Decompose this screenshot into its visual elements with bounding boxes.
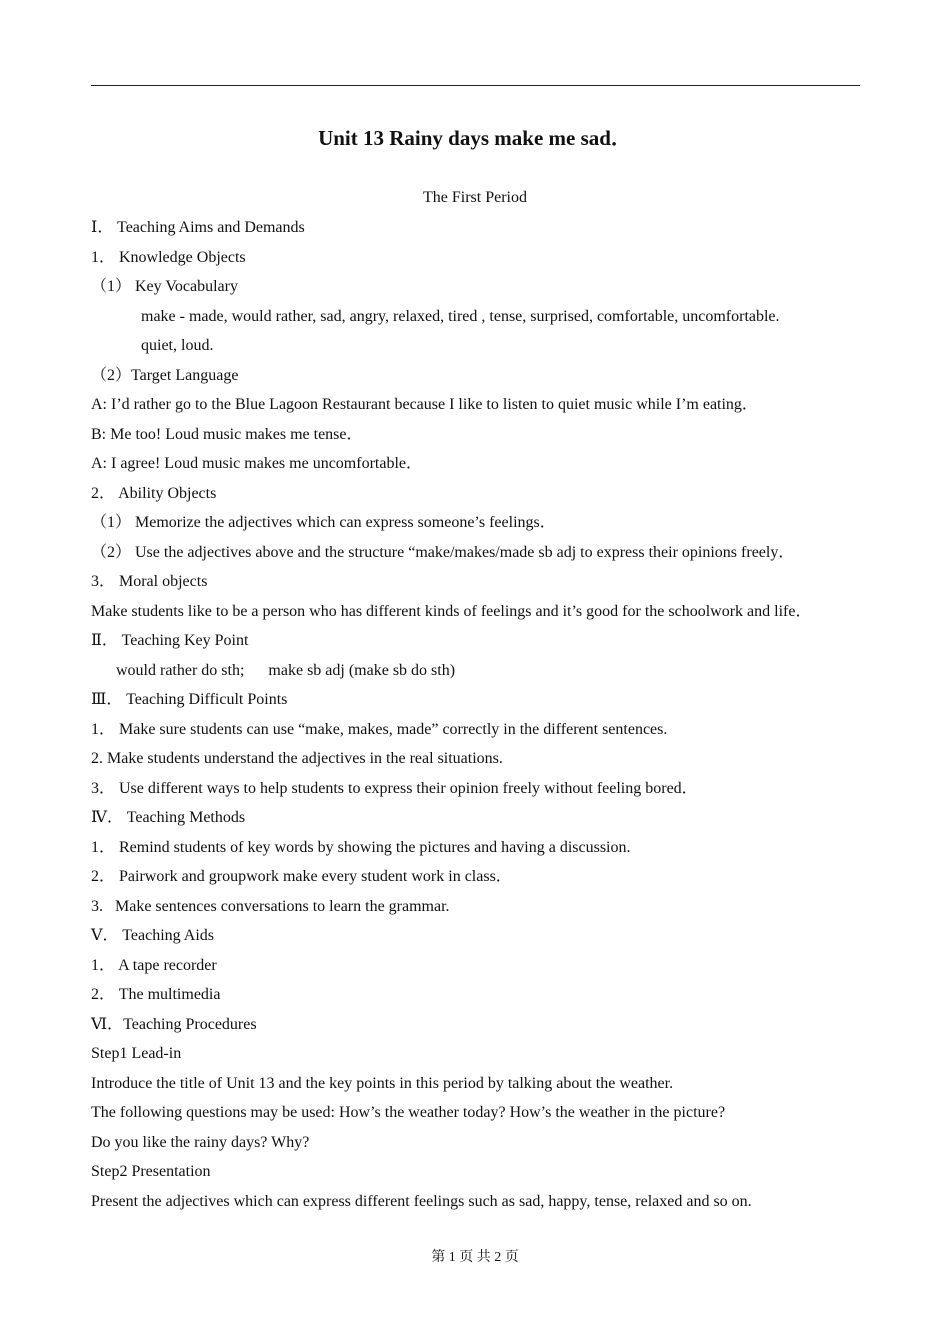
step-heading: Step2 Presentation [91, 1163, 211, 1180]
method-item: 2． Pairwork and groupwork make every student work in class． [91, 868, 512, 885]
header-rule [91, 85, 860, 86]
procedure-text: The following questions may be used: How’s the weather today? How’s the weather in the picture? [91, 1104, 726, 1121]
key-point-text: would rather do sth; make sb adj (make sb do sth) [116, 661, 456, 679]
page-footer: 第 1 页 共 2 页 [431, 1250, 519, 1265]
item-target-language: （2）Target Language [91, 366, 239, 384]
ability-item: （1） Memorize the adjectives which can express someone’s feelings． [91, 514, 556, 531]
procedure-text: Introduce the title of Unit 13 and the key points in this period by talking about the weather. [91, 1074, 674, 1092]
vocabulary-list: make - made, would rather, sad, angry, relaxed, tired , tense, surprised, comfortable, uncomfortable. [141, 307, 780, 325]
difficult-item: 2. Make students understand the adjectives in the real situations. [91, 750, 503, 767]
period-subtitle: The First Period [423, 189, 527, 206]
subheading-ability: 2． Ability Objects [91, 484, 217, 502]
method-item: 3. Make sentences conversations to learn the grammar. [91, 897, 450, 915]
section-heading-key-point: Ⅱ． Teaching Key Point [91, 632, 249, 649]
vocabulary-list-cont: quiet, loud. [141, 337, 214, 354]
section-heading-procedures: Ⅵ．Teaching Procedures [91, 1015, 257, 1033]
moral-text: Make students like to be a person who has different kinds of feelings and it’s good for the schoolwork and life． [91, 602, 812, 620]
section-heading-aids: Ⅴ． Teaching Aids [91, 927, 215, 944]
section-heading-aims: Ⅰ． Teaching Aims and Demands [91, 219, 305, 236]
difficult-item: 1． Make sure students can use “make, makes, made” correctly in the different sentences. [91, 720, 668, 738]
ability-item: （2） Use the adjectives above and the structure “make/makes/made sb adj to express their opinions freely． [91, 543, 795, 561]
dialogue-line: A: I agree! Loud music makes me uncomfortable． [91, 455, 423, 472]
document-body [91, 213, 871, 1216]
item-key-vocabulary: （1） Key Vocabulary [91, 278, 238, 295]
procedure-text: Do you like the rainy days? Why? [91, 1133, 310, 1151]
subheading-moral: 3． Moral objects [91, 573, 208, 590]
section-heading-methods: Ⅳ． Teaching Methods [91, 809, 246, 826]
section-heading-difficult: Ⅲ． Teaching Difficult Points [91, 691, 288, 708]
method-item: 1． Remind students of key words by showing the pictures and having a discussion. [91, 838, 631, 856]
difficult-item: 3． Use different ways to help students to express their opinion freely without feeling bored． [91, 779, 698, 797]
aid-item: 1． A tape recorder [91, 956, 217, 974]
procedure-text: Present the adjectives which can express different feelings such as sad, happy, tense, relaxed and so on. [91, 1192, 752, 1210]
dialogue-line: A: I’d rather go to the Blue Lagoon Restaurant because I like to listen to quiet music while I’m eating． [91, 396, 758, 413]
document-title: Unit 13 Rainy days make me sad． [318, 126, 632, 150]
dialogue-line: B: Me too! Loud music makes me tense． [91, 425, 363, 443]
subheading-knowledge: 1． Knowledge Objects [91, 248, 246, 266]
aid-item: 2． The multimedia [91, 986, 221, 1003]
step-heading: Step1 Lead-in [91, 1045, 182, 1062]
